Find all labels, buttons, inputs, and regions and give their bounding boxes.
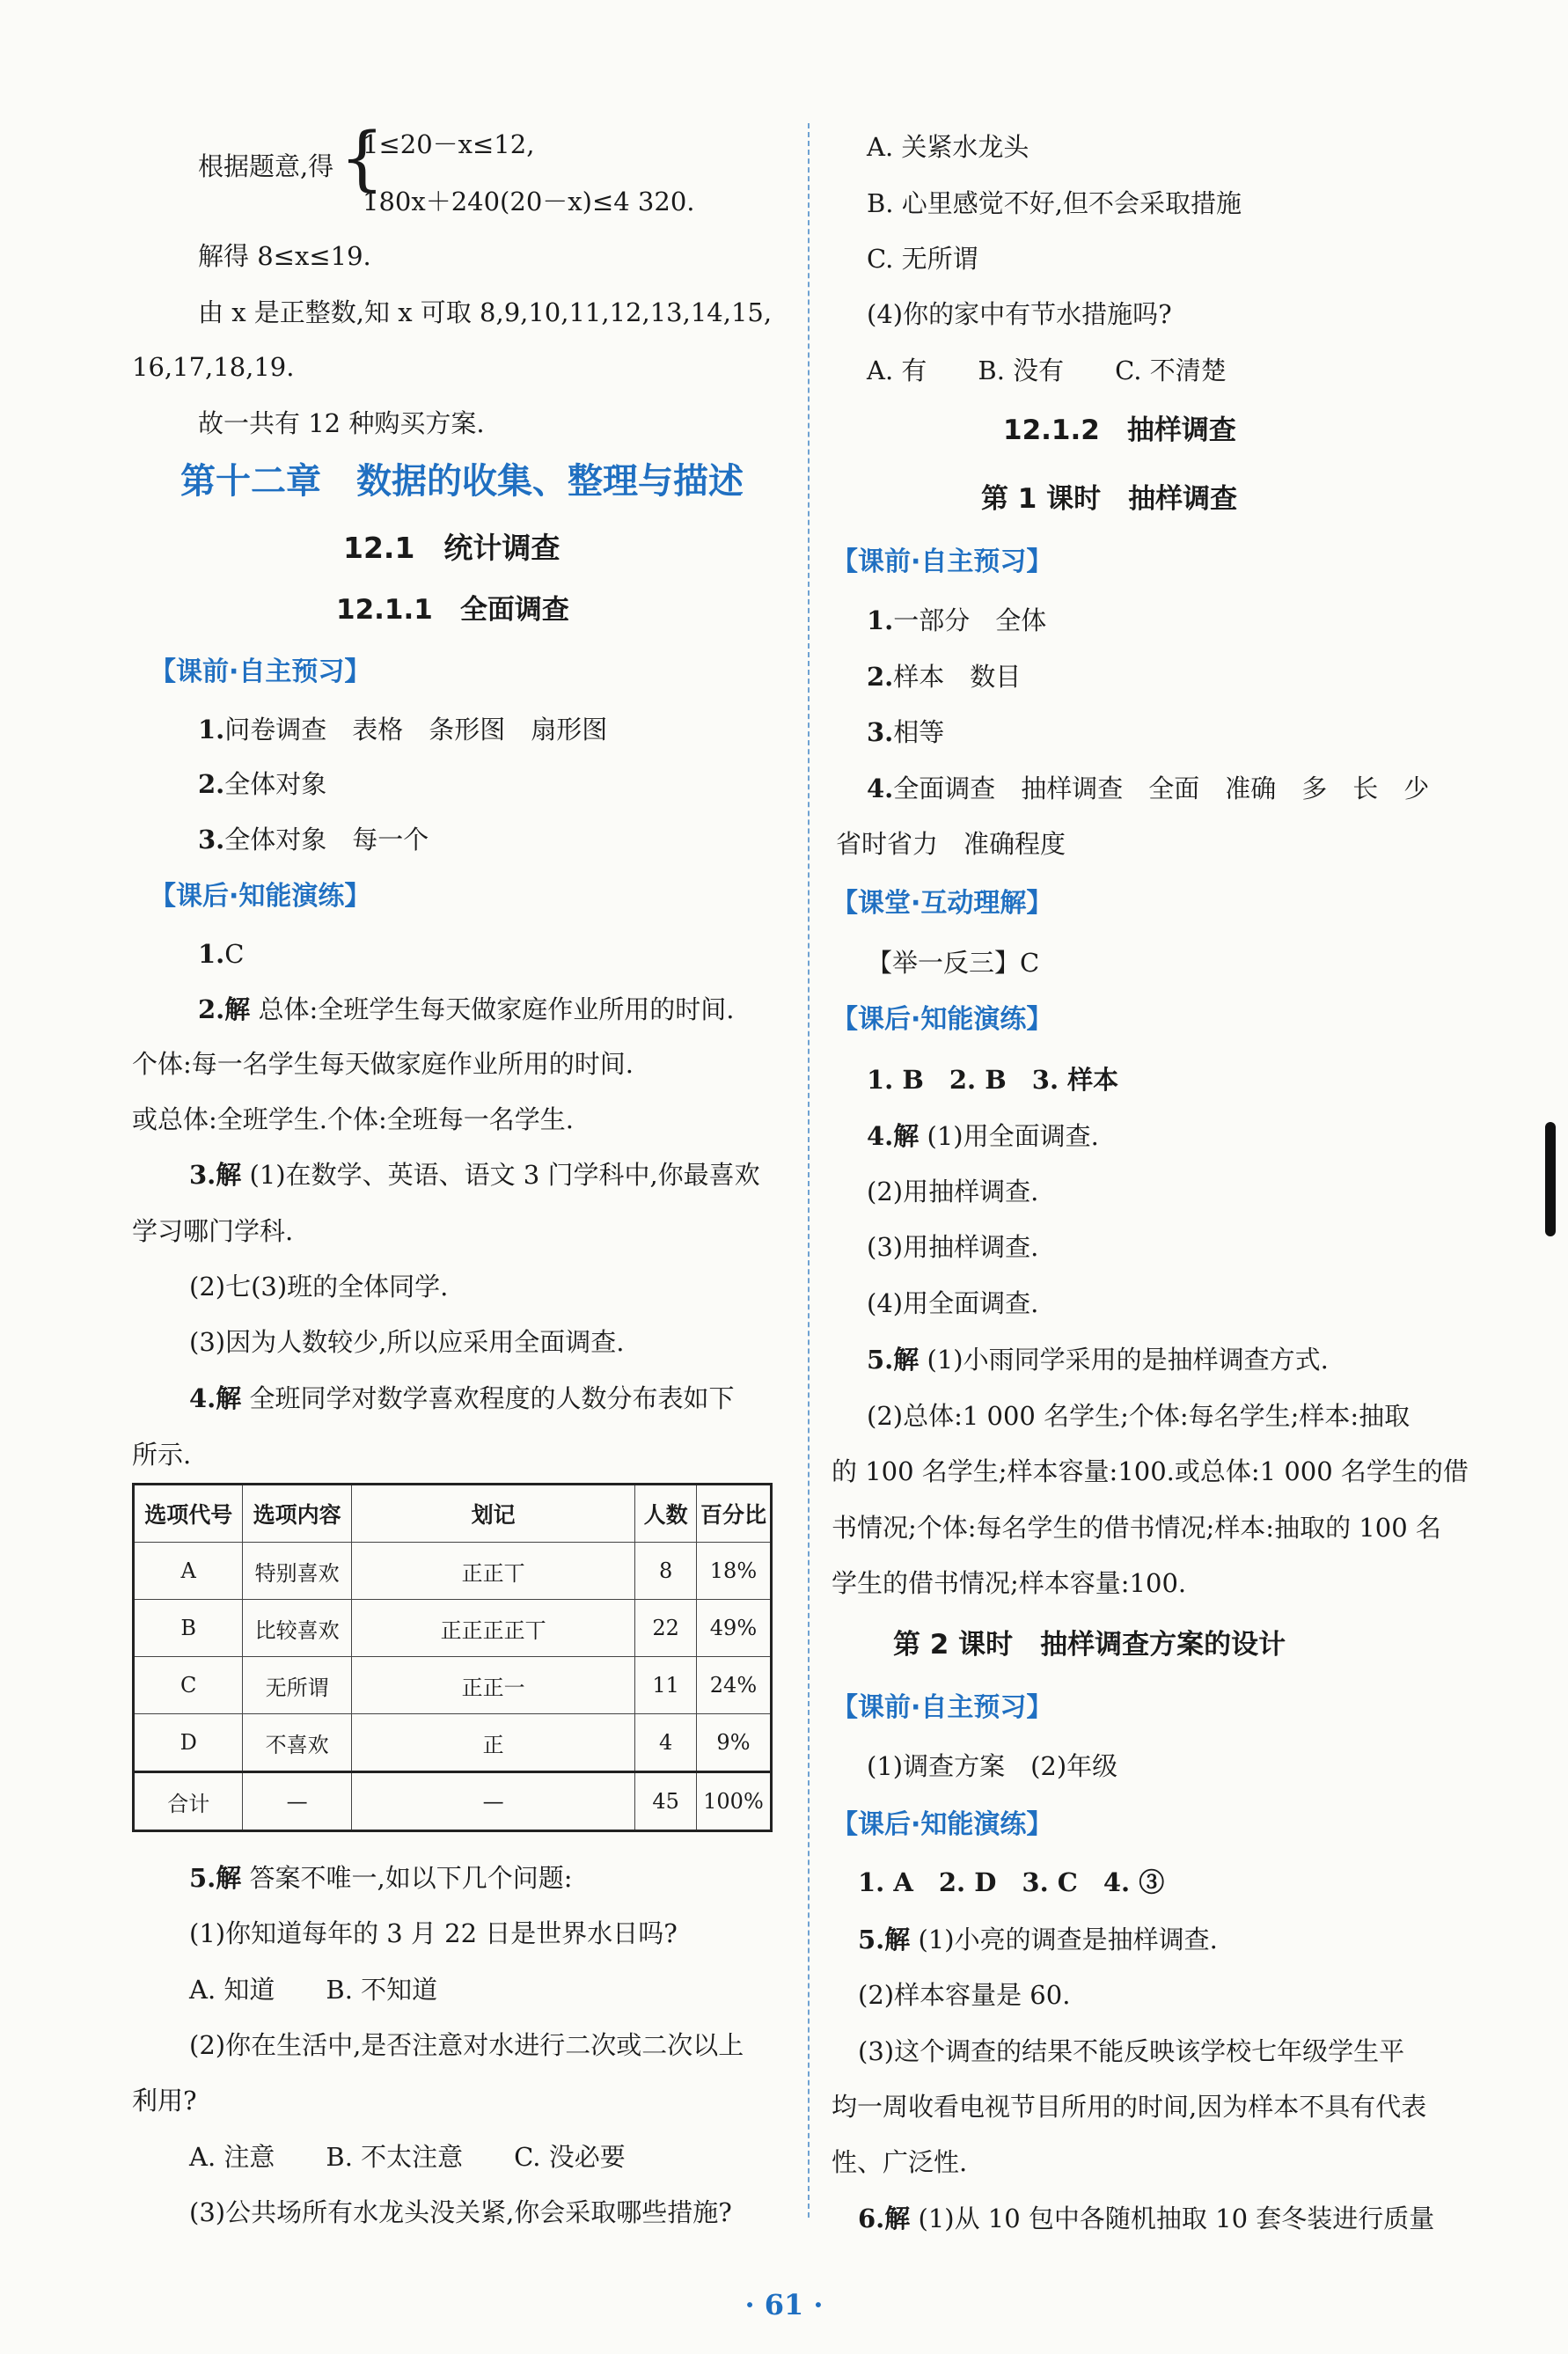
table-cell: 9% bbox=[696, 1714, 771, 1772]
table-cell: C bbox=[134, 1657, 243, 1714]
table-cell: 18% bbox=[696, 1543, 771, 1600]
table-cell: 8 bbox=[635, 1543, 696, 1600]
table-cell: — bbox=[351, 1772, 635, 1831]
equation-line: 180x＋240(20－x)≤4 320. bbox=[363, 187, 695, 216]
subsection-title: 12.1.1 全面调查 bbox=[336, 594, 569, 626]
section-tag: 【课前·自主预习】 bbox=[150, 656, 371, 687]
text-line: (2)总体:1 000 名学生;个体:每名学生;样本:抽取 bbox=[867, 1401, 1410, 1431]
table-header: 选项代号 bbox=[134, 1485, 243, 1543]
table-cell: 100% bbox=[696, 1772, 771, 1831]
table-cell: 11 bbox=[635, 1657, 696, 1714]
text-line: 学习哪门学科. bbox=[132, 1216, 294, 1246]
text-line: 省时省力 准确程度 bbox=[836, 829, 1066, 859]
text-line: A. 注意 B. 不太注意 C. 没必要 bbox=[189, 2142, 626, 2172]
text-line: A. 有 B. 没有 C. 不清楚 bbox=[867, 356, 1227, 385]
lesson-title: 第 1 课时 抽样调查 bbox=[981, 483, 1238, 515]
scan-mark bbox=[1545, 1122, 1556, 1236]
text-line: (2)七(3)班的全体同学. bbox=[189, 1272, 449, 1302]
text-line: A. 关紧水龙头 bbox=[867, 132, 1029, 162]
lesson-title: 第 2 课时 抽样调查方案的设计 bbox=[893, 1629, 1286, 1661]
table-cell: 正正一 bbox=[351, 1657, 635, 1714]
table-header: 划记 bbox=[351, 1485, 635, 1543]
section-tag: 【课堂·互动理解】 bbox=[832, 888, 1053, 919]
text-line: (2)样本容量是 60. bbox=[858, 1980, 1071, 2010]
table-header: 选项内容 bbox=[243, 1485, 351, 1543]
answer-line: 5.解 答案不唯一,如以下几个问题: bbox=[189, 1863, 573, 1893]
table-cell: 49% bbox=[696, 1600, 771, 1657]
answer-line: 1. A 2. D 3. C 4. ③ bbox=[858, 1867, 1165, 1897]
table-row bbox=[134, 1543, 772, 1600]
text-line: 根据题意,得 bbox=[198, 151, 334, 181]
answer-line: 1.问卷调查 表格 条形图 扇形图 bbox=[198, 715, 608, 744]
text-line: 16,17,18,19. bbox=[132, 352, 295, 382]
text-line: 利用? bbox=[132, 2086, 197, 2116]
text-line: (1)调查方案 (2)年级 bbox=[867, 1751, 1118, 1781]
table-cell: — bbox=[243, 1772, 351, 1831]
table-cell: 合计 bbox=[134, 1772, 243, 1831]
subsection-title: 12.1.2 抽样调查 bbox=[1003, 414, 1236, 446]
table-cell: 45 bbox=[635, 1772, 696, 1831]
text-line: 解得 8≤x≤19. bbox=[198, 241, 371, 271]
text-line: 故一共有 12 种购买方案. bbox=[198, 408, 485, 438]
text-line: 或总体:全班学生.个体:全班每一名学生. bbox=[132, 1104, 574, 1134]
text-line: 书情况;个体:每名学生的借书情况;样本:抽取的 100 名 bbox=[832, 1513, 1441, 1543]
text-line: 个体:每一名学生每天做家庭作业所用的时间. bbox=[132, 1049, 634, 1079]
table-cell: 4 bbox=[635, 1714, 696, 1772]
text-line: (3)公共场所有水龙头没关紧,你会采取哪些措施? bbox=[189, 2197, 732, 2227]
answer-line: 1.一部分 全体 bbox=[867, 605, 1047, 635]
table-cell: B bbox=[134, 1600, 243, 1657]
table-header: 人数 bbox=[635, 1485, 696, 1543]
section-tag: 【课前·自主预习】 bbox=[832, 1692, 1053, 1723]
answer-line: 5.解 (1)小雨同学采用的是抽样调查方式. bbox=[867, 1345, 1329, 1375]
table-cell: 正正丅 bbox=[351, 1543, 635, 1600]
section-tag: 【课后·知能演练】 bbox=[150, 881, 371, 912]
answer-line: 3.全体对象 每一个 bbox=[198, 825, 429, 854]
table-cell: D bbox=[134, 1714, 243, 1772]
answer-line: 4.解 全班同学对数学喜欢程度的人数分布表如下 bbox=[189, 1383, 735, 1413]
text-line: (3)这个调查的结果不能反映该学校七年级学生平 bbox=[858, 2036, 1405, 2066]
text-line: (3)用抽样调查. bbox=[867, 1232, 1039, 1262]
table-row bbox=[134, 1600, 772, 1657]
section-title: 12.1 统计调查 bbox=[343, 531, 561, 565]
text-line: 由 x 是正整数,知 x 可取 8,9,10,11,12,13,14,15, bbox=[198, 297, 773, 327]
text-line: (3)因为人数较少,所以应采用全面调查. bbox=[189, 1327, 625, 1357]
table-cell: 正 bbox=[351, 1714, 635, 1772]
table-cell: 无所谓 bbox=[243, 1657, 351, 1714]
answer-line: 3.相等 bbox=[867, 717, 945, 747]
table-cell: 比较喜欢 bbox=[243, 1600, 351, 1657]
table-cell: 不喜欢 bbox=[243, 1714, 351, 1772]
answer-line: 1. B 2. B 3. 样本 bbox=[867, 1065, 1119, 1095]
column-divider bbox=[808, 123, 810, 2218]
table-cell: 24% bbox=[696, 1657, 771, 1714]
text-line: B. 心里感觉不好,但不会采取措施 bbox=[867, 188, 1242, 218]
section-tag: 【课后·知能演练】 bbox=[832, 1809, 1053, 1840]
table-header: 百分比 bbox=[696, 1485, 771, 1543]
text-line: 学生的借书情况;样本容量:100. bbox=[832, 1568, 1187, 1598]
equation-line: 1≤20－x≤12, bbox=[363, 129, 535, 159]
table-cell: 正正正正丅 bbox=[351, 1600, 635, 1657]
chapter-title: 第十二章 数据的收集、整理与描述 bbox=[180, 461, 744, 502]
table-total-row bbox=[134, 1772, 772, 1831]
answer-line: 1.C bbox=[198, 939, 245, 969]
table-cell: A bbox=[134, 1543, 243, 1600]
text-line: (1)你知道每年的 3 月 22 日是世界水日吗? bbox=[189, 1918, 678, 1948]
answer-line: 3.解 (1)在数学、英语、语文 3 门学科中,你最喜欢 bbox=[189, 1160, 760, 1190]
text-line: (4)用全面调查. bbox=[867, 1288, 1039, 1318]
text-line: 的 100 名学生;样本容量:100.或总体:1 000 名学生的借 bbox=[832, 1456, 1469, 1486]
text-line: (2)你在生活中,是否注意对水进行二次或二次以上 bbox=[189, 2030, 744, 2060]
section-tag: 【课前·自主预习】 bbox=[832, 546, 1053, 577]
text-line: (2)用抽样调查. bbox=[867, 1177, 1039, 1206]
table-cell: 22 bbox=[635, 1600, 696, 1657]
table-row bbox=[134, 1657, 772, 1714]
answer-line: 2.全体对象 bbox=[198, 769, 327, 799]
answer-line: 5.解 (1)小亮的调查是抽样调查. bbox=[858, 1925, 1218, 1954]
answer-line: 2.解 总体:全班学生每天做家庭作业所用的时间. bbox=[198, 994, 735, 1024]
answer-line: 2.样本 数目 bbox=[867, 662, 1022, 692]
text-line: 所示. bbox=[132, 1440, 192, 1470]
text-line: 性、广泛性. bbox=[832, 2147, 968, 2177]
answer-line: 4.解 (1)用全面调查. bbox=[867, 1121, 1099, 1151]
brace-symbol: { bbox=[340, 117, 385, 199]
section-tag: 【课后·知能演练】 bbox=[832, 1004, 1053, 1035]
answer-line: 4.全面调查 抽样调查 全面 准确 多 长 少 bbox=[867, 774, 1430, 803]
text-line: 均一周收看电视节目所用的时间,因为样本不具有代表 bbox=[832, 2092, 1427, 2122]
page-number: · 61 · bbox=[744, 2288, 824, 2321]
text-line: A. 知道 B. 不知道 bbox=[189, 1975, 438, 2005]
text-line: (4)你的家中有节水措施吗? bbox=[867, 299, 1172, 329]
tally-table bbox=[132, 1483, 773, 1832]
text-line: C. 无所谓 bbox=[867, 244, 978, 274]
table-row bbox=[134, 1714, 772, 1772]
answer-line: 6.解 (1)从 10 包中各随机抽取 10 套冬装进行质量 bbox=[858, 2204, 1435, 2233]
text-line: 【举一反三】C bbox=[867, 948, 1040, 978]
table-cell: 特别喜欢 bbox=[243, 1543, 351, 1600]
table-header-row bbox=[134, 1485, 772, 1543]
